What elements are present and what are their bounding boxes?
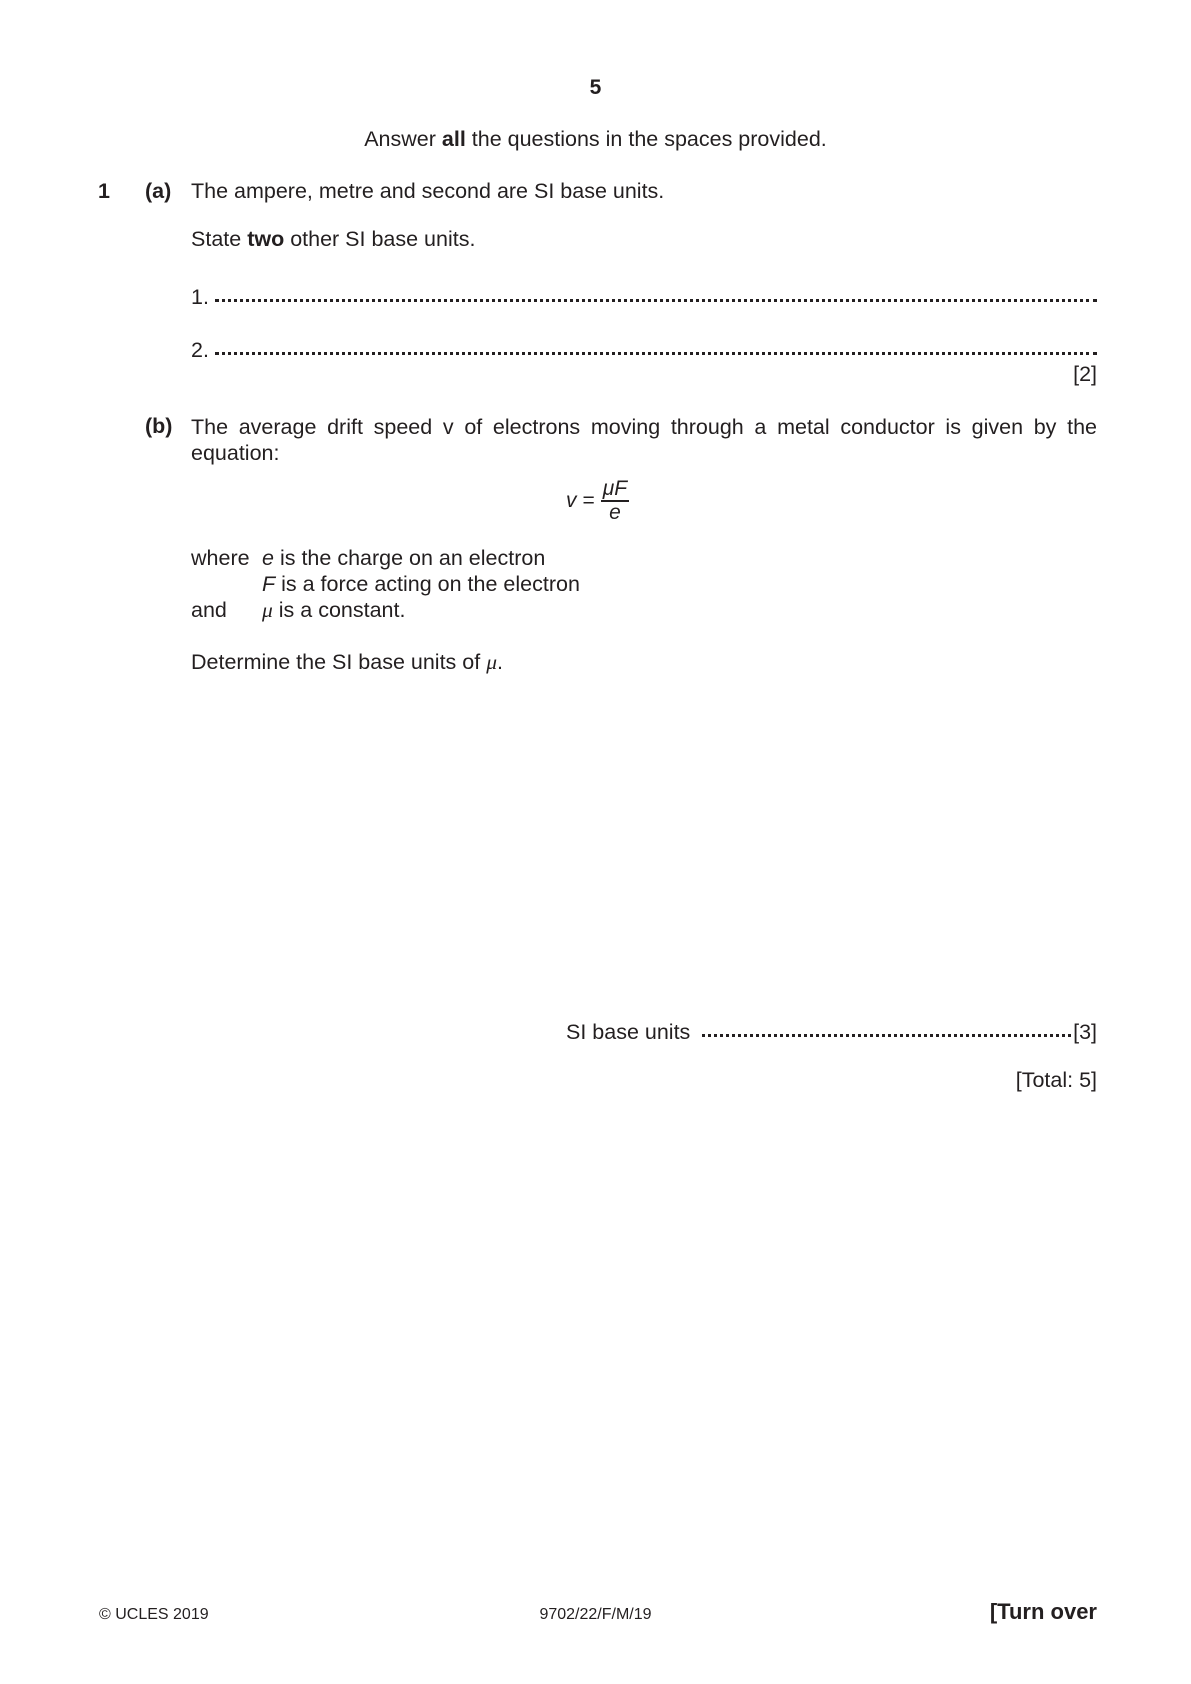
part-b-marks: [3] (1073, 1020, 1097, 1044)
where-definition-mu (262, 598, 405, 623)
prompt-symbol-mu: μ (486, 650, 497, 674)
part-a-statement: The ampere, metre and second are SI base units. (191, 179, 665, 203)
answer-line-1[interactable] (191, 281, 1097, 310)
part-a-prompt-post: other SI base units. (284, 227, 476, 251)
part-b-label: (b) (145, 414, 173, 438)
drift-speed-equation (566, 478, 629, 524)
where-definition-f (262, 572, 580, 597)
definition-f: is a force acting on the electron (281, 572, 580, 596)
copyright: © UCLES 2019 (99, 1606, 209, 1623)
page-number: 5 (589, 76, 602, 99)
equation-numerator: μF (602, 477, 628, 500)
answer-line-2-dots (215, 334, 1097, 355)
definition-e: is the charge on an electron (279, 546, 546, 570)
part-b-statement: The average drift speed v of electrons moving through a metal conductor is given by the equation: (191, 415, 1097, 465)
part-a-prompt (191, 227, 475, 252)
symbol-mu: μ (262, 598, 273, 622)
equation-fraction (601, 478, 629, 524)
where-line-3 (191, 598, 227, 623)
part-b-prompt (191, 650, 503, 675)
instruction-emphasis: all (441, 127, 466, 151)
instruction-text-pre: Answer (364, 127, 442, 151)
part-a-prompt-pre: State (191, 227, 248, 251)
si-units-label: SI base units (566, 1020, 691, 1044)
symbol-e: e (262, 546, 274, 570)
answer-line-2[interactable] (191, 334, 1097, 363)
question-total: [Total: 5] (1015, 1068, 1097, 1092)
si-units-dots (702, 1014, 1071, 1037)
answer-line-1-number: 1. (191, 285, 209, 309)
symbol-f: F (262, 572, 276, 596)
question-number: 1 (98, 179, 110, 203)
instruction-text-post: the questions in the spaces provided. (465, 127, 827, 151)
definition-mu: is a constant. (278, 598, 406, 622)
part-b-prompt-text: Determine the SI base units of (191, 650, 481, 674)
and-lead: and (191, 598, 227, 622)
paper-code: 9702/22/F/M/19 (539, 1606, 652, 1623)
part-a-marks: [2] (1073, 362, 1097, 386)
equation-lhs: v (566, 488, 577, 512)
where-definition-e (262, 546, 545, 571)
part-a-prompt-emphasis: two (247, 227, 285, 251)
where-line-1 (191, 546, 250, 571)
equation-equals: = (582, 488, 595, 512)
where-lead: where (191, 546, 250, 570)
turn-over: [Turn over (989, 1599, 1097, 1624)
si-units-answer-line[interactable] (566, 1016, 1097, 1045)
part-a-label: (a) (145, 179, 172, 203)
answer-line-1-dots (215, 281, 1097, 302)
answer-line-2-number: 2. (191, 338, 209, 362)
instructions (0, 127, 1191, 152)
prompt-period: . (497, 650, 503, 674)
equation-denominator: e (609, 500, 621, 524)
